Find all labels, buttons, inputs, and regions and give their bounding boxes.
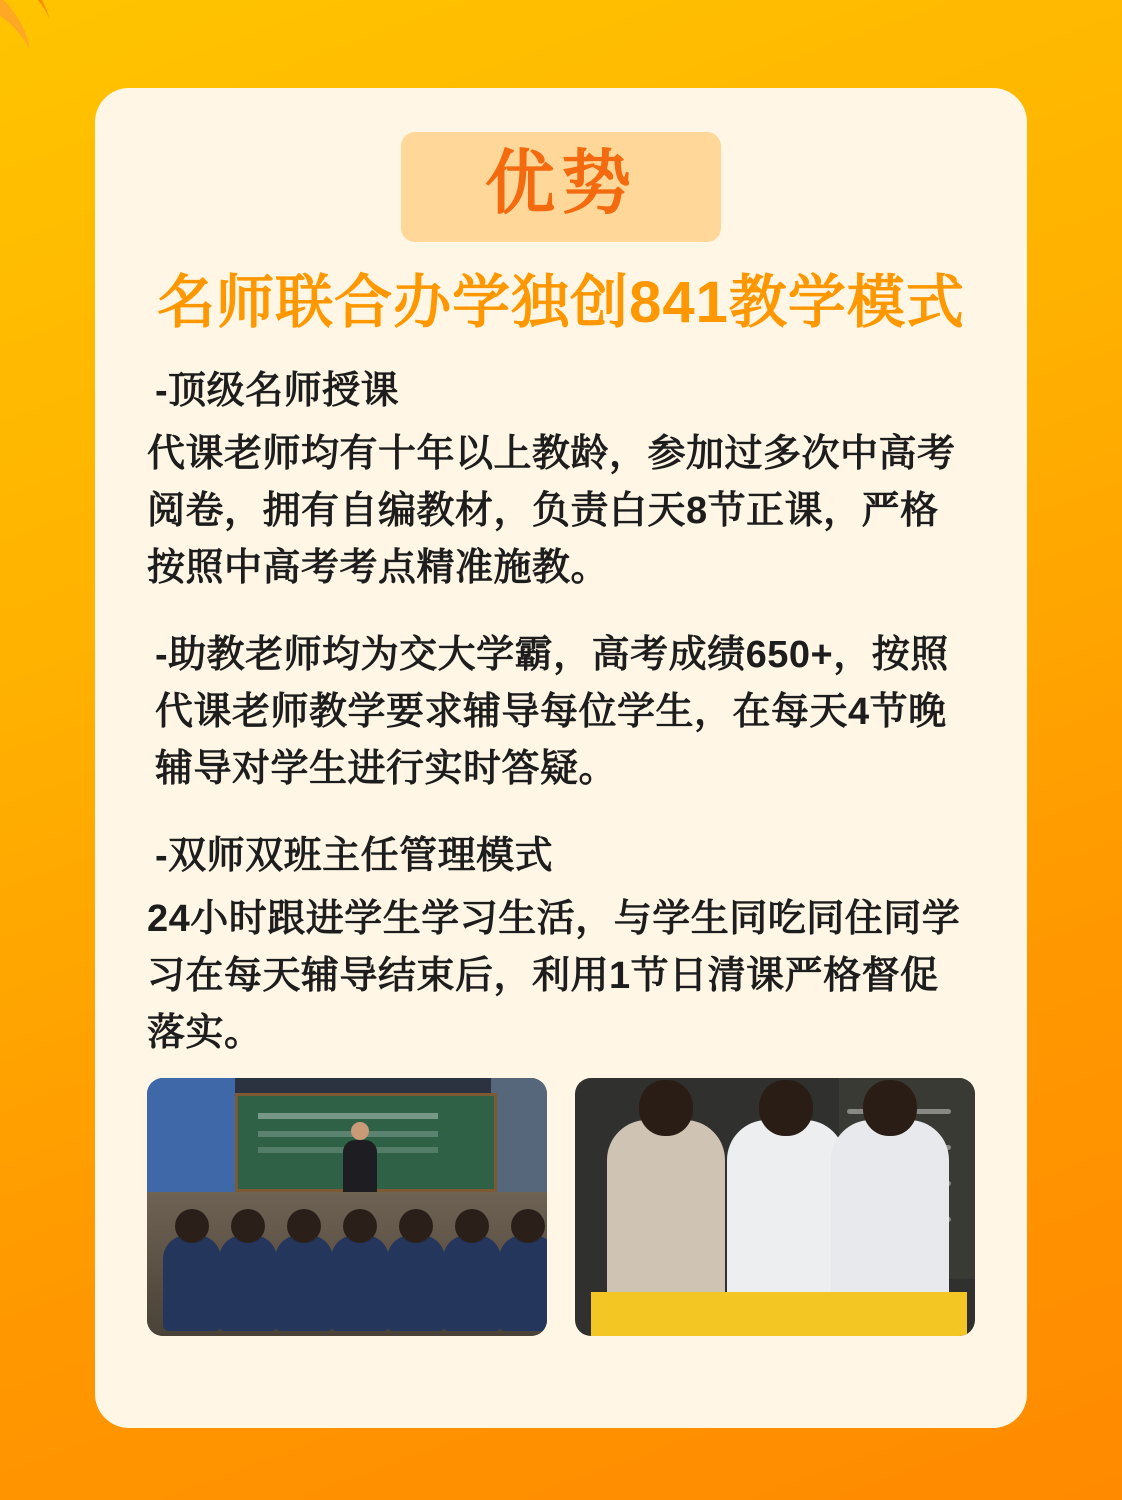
student-figure — [831, 1120, 949, 1295]
photo-discussion — [575, 1078, 975, 1336]
student-figure — [163, 1235, 221, 1331]
student-figure — [443, 1235, 501, 1331]
classroom-wall-right — [491, 1078, 547, 1197]
classroom-wall-left — [147, 1078, 235, 1202]
student-figure — [727, 1120, 845, 1295]
section-3-title: -双师双班主任管理模式 — [155, 835, 554, 878]
section-1-body: 代课老师均有十年以上教龄，参加过多次中高考阅卷，拥有自编教材，负责白天8节正课，严格按照中高考考点精准施教。 — [147, 433, 956, 590]
advantage-badge: 优势 — [401, 132, 721, 242]
section-2-title: -助教老师均为交大学霸，高考成绩650+，按照代课老师教学要求辅导每位学生，在每天4节晚辅导对学生进行实时答疑。 — [155, 634, 949, 791]
student-figure — [499, 1235, 547, 1331]
body-content — [147, 363, 975, 1062]
photo-gallery — [147, 1078, 975, 1336]
page-title: 名师联合办学独创841教学模式 — [157, 269, 965, 335]
section-3-body: 24小时跟进学生学习生活，与学生同吃同住同学习在每天辅导结束后，利用1节日清课严格督促落实。 — [147, 898, 961, 1055]
student-figure — [275, 1235, 333, 1331]
student-figure — [607, 1120, 725, 1295]
photo-classroom — [147, 1078, 547, 1336]
badge-container — [147, 132, 975, 242]
content-card — [95, 88, 1027, 1428]
student-figure — [387, 1235, 445, 1331]
student-figure — [219, 1235, 277, 1331]
yellow-desk — [591, 1292, 967, 1336]
student-figure — [331, 1235, 389, 1331]
section-1-title: -顶级名师授课 — [155, 370, 400, 413]
